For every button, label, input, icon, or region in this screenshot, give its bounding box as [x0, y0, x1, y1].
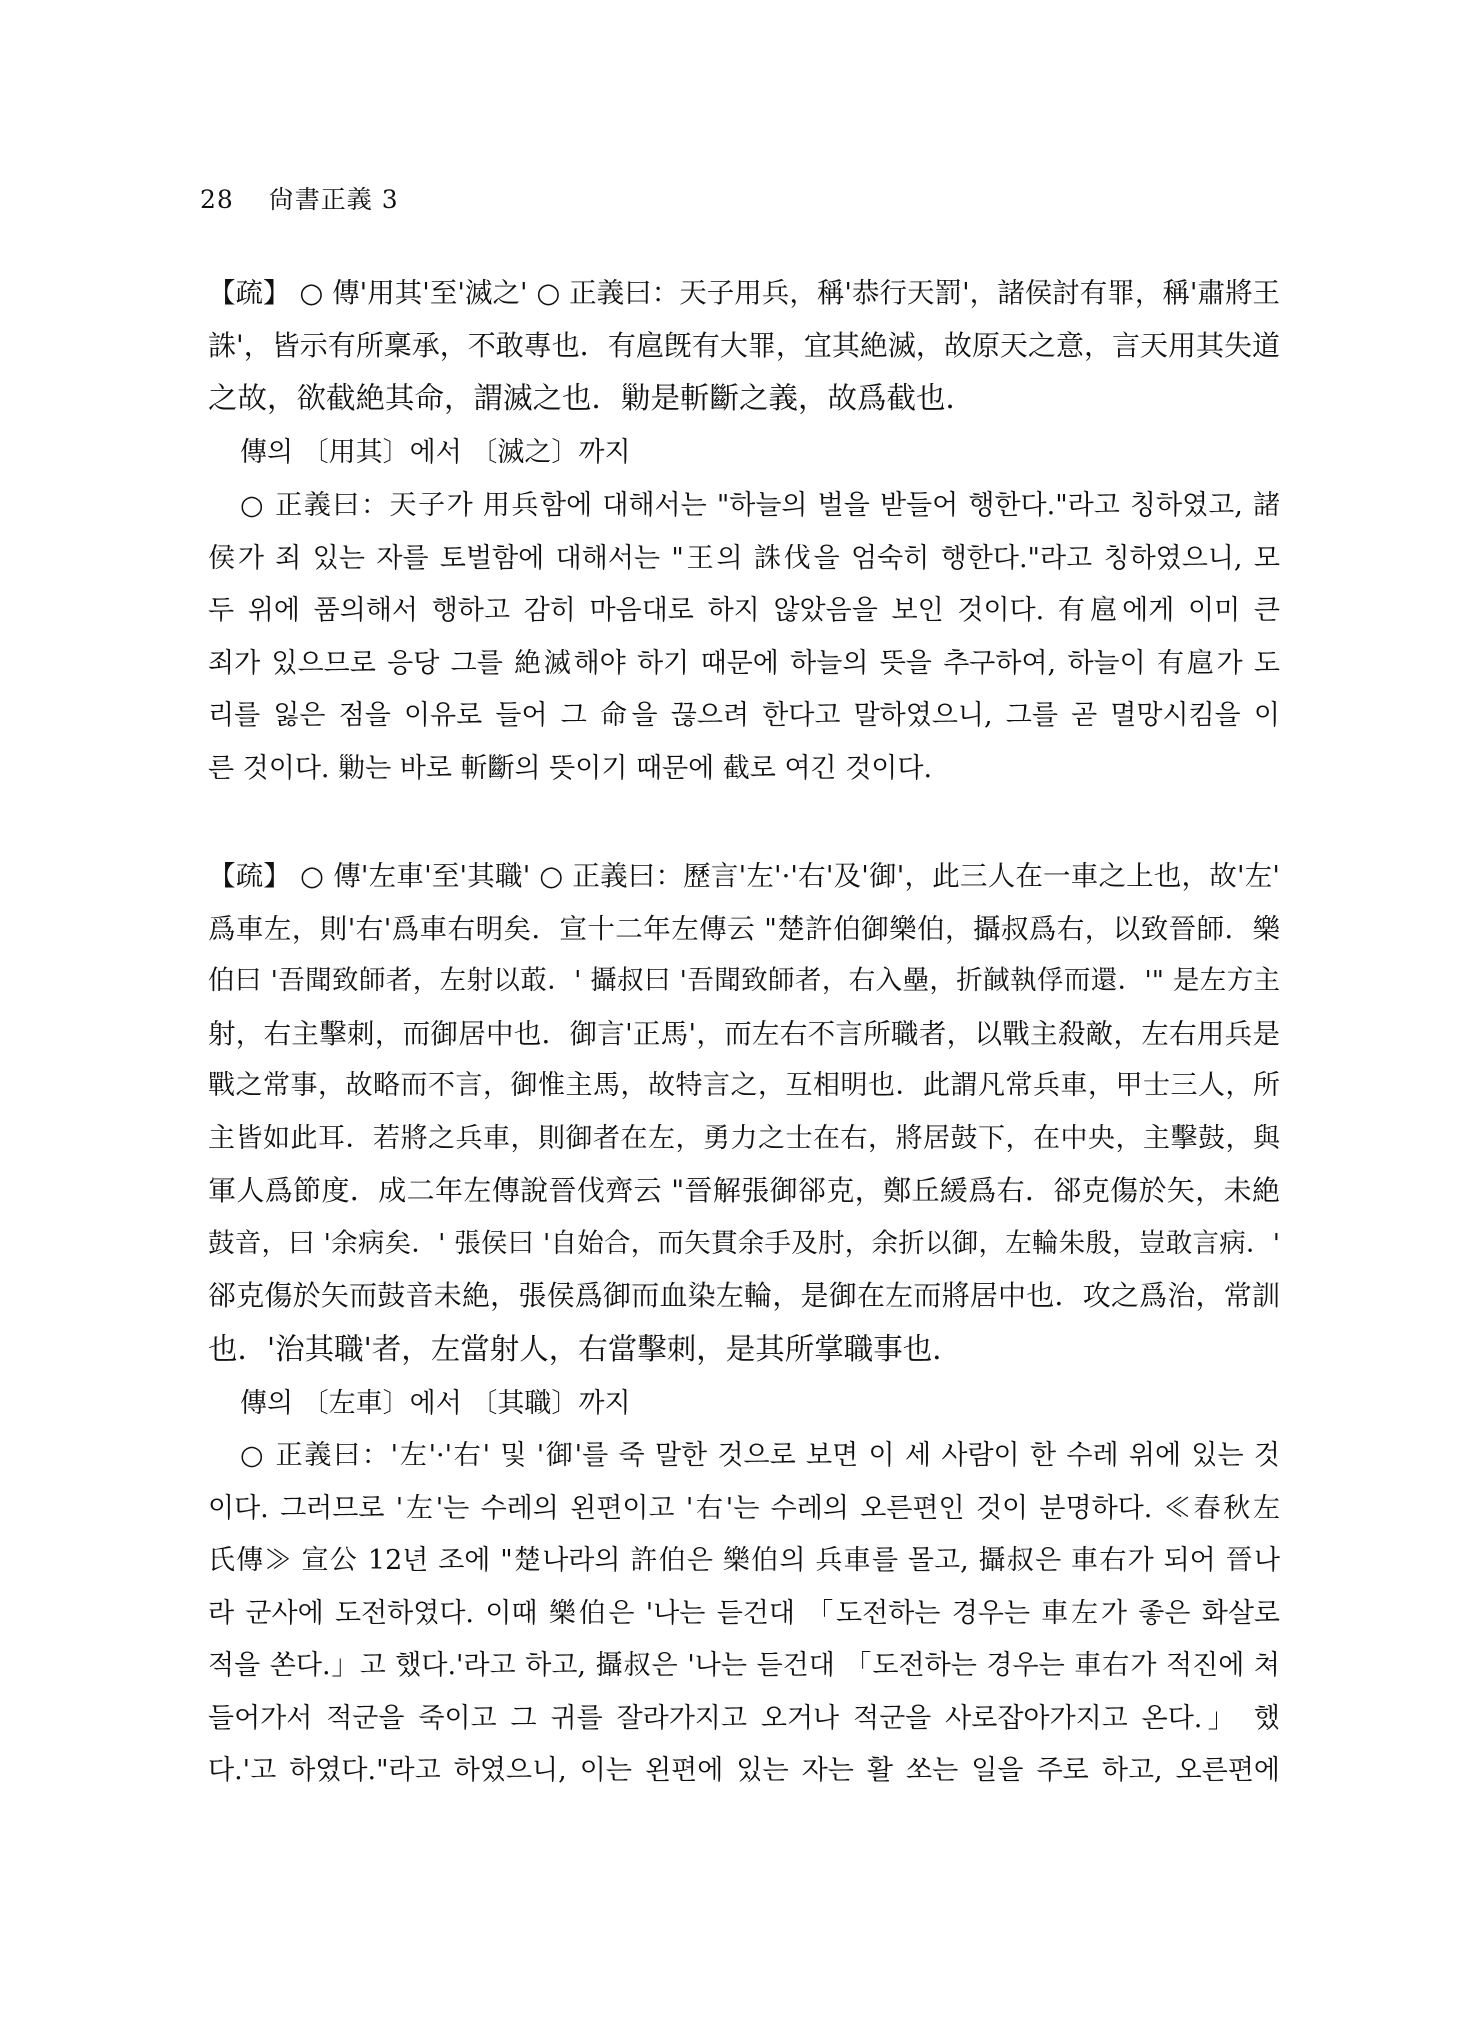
translation-line: 侯가 죄 있는 자를 토벌함에 대해서는 "王의 誅伐을 엄숙히 행한다."라고 칭하였으니, 모	[208, 542, 1280, 574]
commentary-block-1	[208, 267, 1280, 425]
commentary-line: 軍人爲節度．成二年左傳說晉伐齊云 "晉解張御郤克，鄭丘緩爲右．郤克傷於矢，未絶	[208, 1174, 1280, 1207]
page-number: 28	[200, 185, 234, 214]
commentary-line: 射，右主擊刺，而御居中也．御言'正馬'，而左右不言所職者，以戰主殺敵，左右用兵是	[208, 1017, 1280, 1050]
translation-line: 들어가서 적군을 죽이고 그 귀를 잘라가지고 오거나 적군을 사로잡아가지고 온다.」 했	[208, 1702, 1280, 1734]
translation-heading: 傳의 〔左車〕에서 〔其職〕까지	[240, 1388, 631, 1419]
translation-line: 죄가 있으므로 응당 그를 絶滅해야 하기 때문에 하늘의 뜻을 추구하여, 하늘이 有扈가 도	[208, 647, 1280, 679]
translation-line: 른 것이다. 勦는 바로 斬斷의 뜻이기 때문에 截로 여긴 것이다.	[208, 752, 933, 784]
commentary-line: 誅'，皆示有所稟承，不敢專也．有扈旣有大罪，宜其絶滅，故原天之意，言天用其失道	[208, 328, 1280, 362]
translation-line: 적을 쏜다.」고 했다.'라고 하고, 攝叔은 '나는 듣건대 「도전하는 경우는 車右가 적진에 쳐	[208, 1650, 1280, 1681]
translation-block-2	[208, 1430, 1280, 1798]
commentary-line: 之故，欲截絶其命，謂滅之也．勦是斬斷之義，故爲截也．	[208, 381, 976, 415]
running-head	[200, 180, 399, 216]
commentary-line: 【疏】 ○ 傳'用其'至'滅之' ○ 正義曰：天子用兵，稱'恭行天罰'，諸侯討有罪，稱'肅將王	[208, 277, 1280, 309]
commentary-line: 伯曰 '吾聞致師者，左射以菆．' 攝叔曰 '吾聞致師者，右入壘，折馘執俘而還．'" 是左方主	[208, 965, 1280, 996]
translation-line: ○ 正義曰：'左'·'右' 및 '御'를 죽 말한 것으로 보면 이 세 사람이 한 수레 위에 있는 것	[240, 1440, 1280, 1471]
translation-line: 氏傳≫ 宣公 12년 조에 "楚나라의 許伯은 樂伯의 兵車를 몰고, 攝叔은 車右가 되어 晉나	[208, 1545, 1280, 1576]
commentary-line: 郤克傷於矢而鼓音未絶，張侯爲御而血染左輪，是御在左而將居中也．攻之爲治，常訓	[208, 1279, 1280, 1312]
book-title: 尙書正義 3	[268, 185, 399, 214]
translation-line: 다.'고 하였다."라고 하였으니, 이는 왼편에 있는 자는 활 쏘는 일을 주로 하고, 오른편에	[208, 1755, 1280, 1786]
commentary-line: 爲車左，則'右'爲車右明矣．宣十二年左傳云 "楚許伯御樂伯，攝叔爲右，以致晉師．樂	[208, 912, 1280, 945]
translation-heading: 傳의 〔用其〕에서 〔滅之〕까지	[240, 437, 631, 468]
translation-heading-2	[208, 1378, 1280, 1431]
translation-block-1	[208, 480, 1280, 795]
translation-line: 라 군사에 도전하였다. 이때 樂伯은 '나는 듣건대 「도전하는 경우는 車左가 좋은 화살로	[208, 1597, 1280, 1629]
translation-line: ○ 正義曰：天子가 用兵함에 대해서는 "하늘의 벌을 받들어 행한다."라고 칭하였고, 諸	[240, 490, 1280, 521]
translation-line: 이다. 그러므로 '左'는 수레의 왼편이고 '右'는 수레의 오른편인 것이 분명하다. ≪春秋左	[208, 1492, 1280, 1524]
translation-heading-1	[208, 427, 1280, 480]
translation-line: 리를 잃은 점을 이유로 들어 그 命을 끊으려 한다고 말하였으니, 그를 곧 멸망시킴을 이	[208, 700, 1280, 731]
commentary-line: 【疏】 ○ 傳'左車'至'其職' ○ 正義曰：歷言'左'·'右'及'御'，此三人在一車之上也，故'左'	[208, 860, 1280, 892]
commentary-block-2	[208, 850, 1280, 1375]
commentary-line: 戰之常事，故略而不言，御惟主馬，故特言之，互相明也．此謂凡常兵車，甲士三人，所	[208, 1070, 1280, 1101]
translation-line: 두 위에 품의해서 행하고 감히 마음대로 하지 않았음을 보인 것이다. 有扈에게 이미 큰	[208, 595, 1280, 626]
commentary-line: 也．'治其職'者，左當射人，右當擊刺，是其所掌職事也．	[208, 1331, 962, 1366]
commentary-line: 鼓音，曰 '余病矣．' 張侯曰 '自始合，而矢貫余手及肘，余折以御，左輪朱殷，豈敢言病．'	[208, 1227, 1280, 1259]
commentary-line: 主皆如此耳．若將之兵車，則御者在左，勇力之士在右，將居鼓下，在中央，主擊鼓，與	[208, 1122, 1280, 1154]
